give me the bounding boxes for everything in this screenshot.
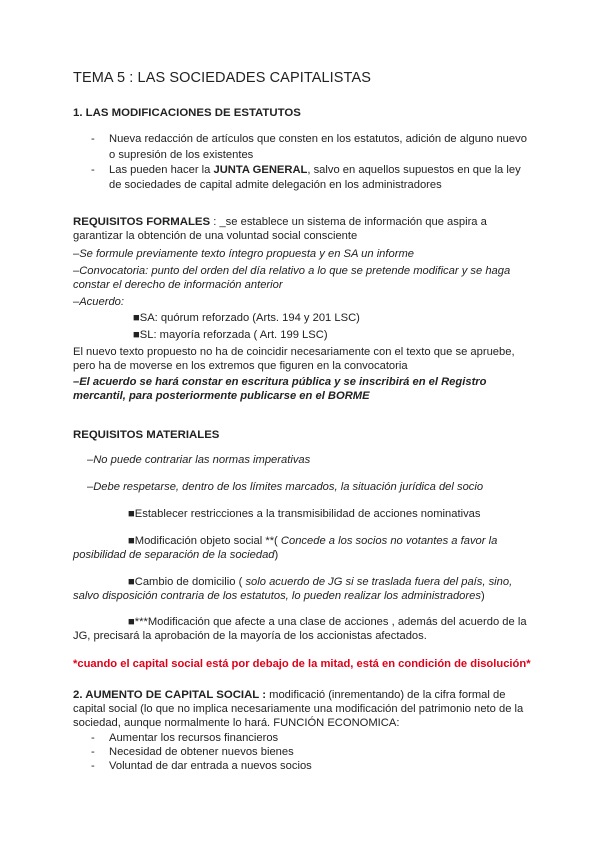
materiales-sub-2-italic: Concede a los socios no votantes a favor la — [280, 535, 498, 547]
materiales-sub-3-plain: ■Cambio de domicilio ( — [128, 576, 246, 588]
bullet-marker: - — [91, 760, 95, 772]
materiales-item-1: –No puede contrariar las normas imperativas — [87, 454, 311, 466]
formales-intro-line-1 — [73, 215, 487, 229]
materiales-sub-2-close: ) — [274, 549, 279, 561]
materiales-sub-3-italic: solo acuerdo de JG si se traslada fuera del país, sino, — [245, 576, 513, 588]
formales-item-3: –Acuerdo: — [73, 296, 124, 308]
materiales-sub-3-line-2 — [73, 589, 485, 603]
materiales-sub-2-line-2 — [73, 548, 278, 562]
materiales-sub-3-line-1 — [128, 575, 512, 589]
list-item: Voluntad de dar entrada a nuevos socios — [109, 760, 312, 772]
section-2-text-1: modificació (inrementando) de la cifra formal de — [266, 689, 506, 701]
page-title: TEMA 5 : LAS SOCIEDADES CAPITALISTAS — [73, 70, 371, 86]
materiales-sub-2-line-1 — [128, 534, 497, 548]
section-2-line-3: sociedad, aunque normalmente lo hará. FUNCIÓN ECONOMICA: — [73, 717, 400, 729]
formales-bold-2: mercantil, para posteriormente publicarse en el BORME — [73, 390, 370, 402]
section-2-heading: 2. AUMENTO DE CAPITAL SOCIAL : — [73, 689, 267, 701]
bullet-2-line-1 — [109, 163, 521, 177]
bullet-marker: - — [91, 133, 95, 145]
list-item: Aumentar los recursos financieros — [109, 732, 279, 744]
section-1-heading: 1. LAS MODIFICACIONES DE ESTATUTOS — [73, 107, 301, 119]
disolucion-warning: *cuando el capital social está por debajo de la mitad, está en condición de disolución* — [73, 658, 531, 670]
bullet-2-post: , salvo en aquellos supuestos en que la ley — [307, 164, 521, 176]
formales-sub-2: ■SL: mayoría reforzada ( Art. 199 LSC) — [133, 329, 328, 341]
formales-note-1: El nuevo texto propuesto no ha de coincidir necesariamente con el texto que se apruebe, — [73, 346, 515, 358]
materiales-heading: REQUISITOS MATERIALES — [73, 429, 220, 441]
materiales-sub-2-plain: ■Modificación objeto social **( — [128, 535, 281, 547]
bullet-marker: - — [91, 164, 95, 176]
formales-item-1: –Se formule previamente texto íntegro propuesta y en SA un informe — [73, 248, 414, 260]
formales-item-2-line-2: constar el derecho de información anterior — [73, 279, 283, 291]
materiales-sub-1: ■Establecer restricciones a la transmisibilidad de acciones nominativas — [128, 508, 481, 520]
section-2-line-2: capital social (lo que no implica necesariamente una modificación del patrimonio neto de la — [73, 703, 524, 715]
materiales-sub-4-line-2: JG, precisará la aprobación de la mayoría de los accionistas afectados. — [73, 630, 427, 642]
bullet-2-pre: Las pueden hacer la — [109, 164, 214, 176]
bullet-1-line-1: Nueva redacción de artículos que consten en los estatutos, adición de alguno nuevo — [109, 133, 527, 145]
materiales-sub-2-italic-cont: posibilidad de separación de la sociedad — [73, 549, 275, 561]
formales-note-2: pero ha de moverse en los extremos que figuren en la convocatoria — [73, 360, 408, 372]
formales-item-2-line-1: –Convocatoria: punto del orden del día relativo a lo que se pretende modificar y se haga — [73, 265, 511, 277]
materiales-item-2: –Debe respetarse, dentro de los límites marcados, la situación jurídica del socio — [87, 481, 484, 493]
list-item: Necesidad de obtener nuevos bienes — [109, 746, 294, 758]
formales-intro-2: garantizar la obtención de una voluntad social consciente — [73, 230, 358, 242]
formales-bold-1: –El acuerdo se hará constar en escritura pública y se inscribirá en el Registro — [73, 376, 487, 388]
section-2-line-1 — [73, 688, 505, 702]
materiales-sub-4-line-1: ■***Modificación que afecte a una clase de acciones , además del acuerdo de la — [128, 616, 527, 628]
bullet-2-bold: JUNTA GENERAL — [213, 164, 308, 176]
bullet-marker: - — [91, 732, 95, 744]
bullet-2-line-2: de sociedades de capital admite delegación en los administradores — [109, 179, 442, 191]
materiales-sub-3-italic-cont: salvo disposición contraria de los estatutos, lo pueden realizar los administradores — [73, 590, 481, 602]
formales-intro-1: : _se establece un sistema de información que aspira a — [210, 216, 487, 228]
formales-sub-1: ■SA: quórum reforzado (Arts. 194 y 201 LSC) — [133, 312, 360, 324]
formales-heading: REQUISITOS FORMALES — [73, 216, 211, 228]
materiales-sub-3-close: ) — [480, 590, 485, 602]
bullet-1-line-2: o supresión de los existentes — [109, 149, 254, 161]
bullet-marker: - — [91, 746, 95, 758]
